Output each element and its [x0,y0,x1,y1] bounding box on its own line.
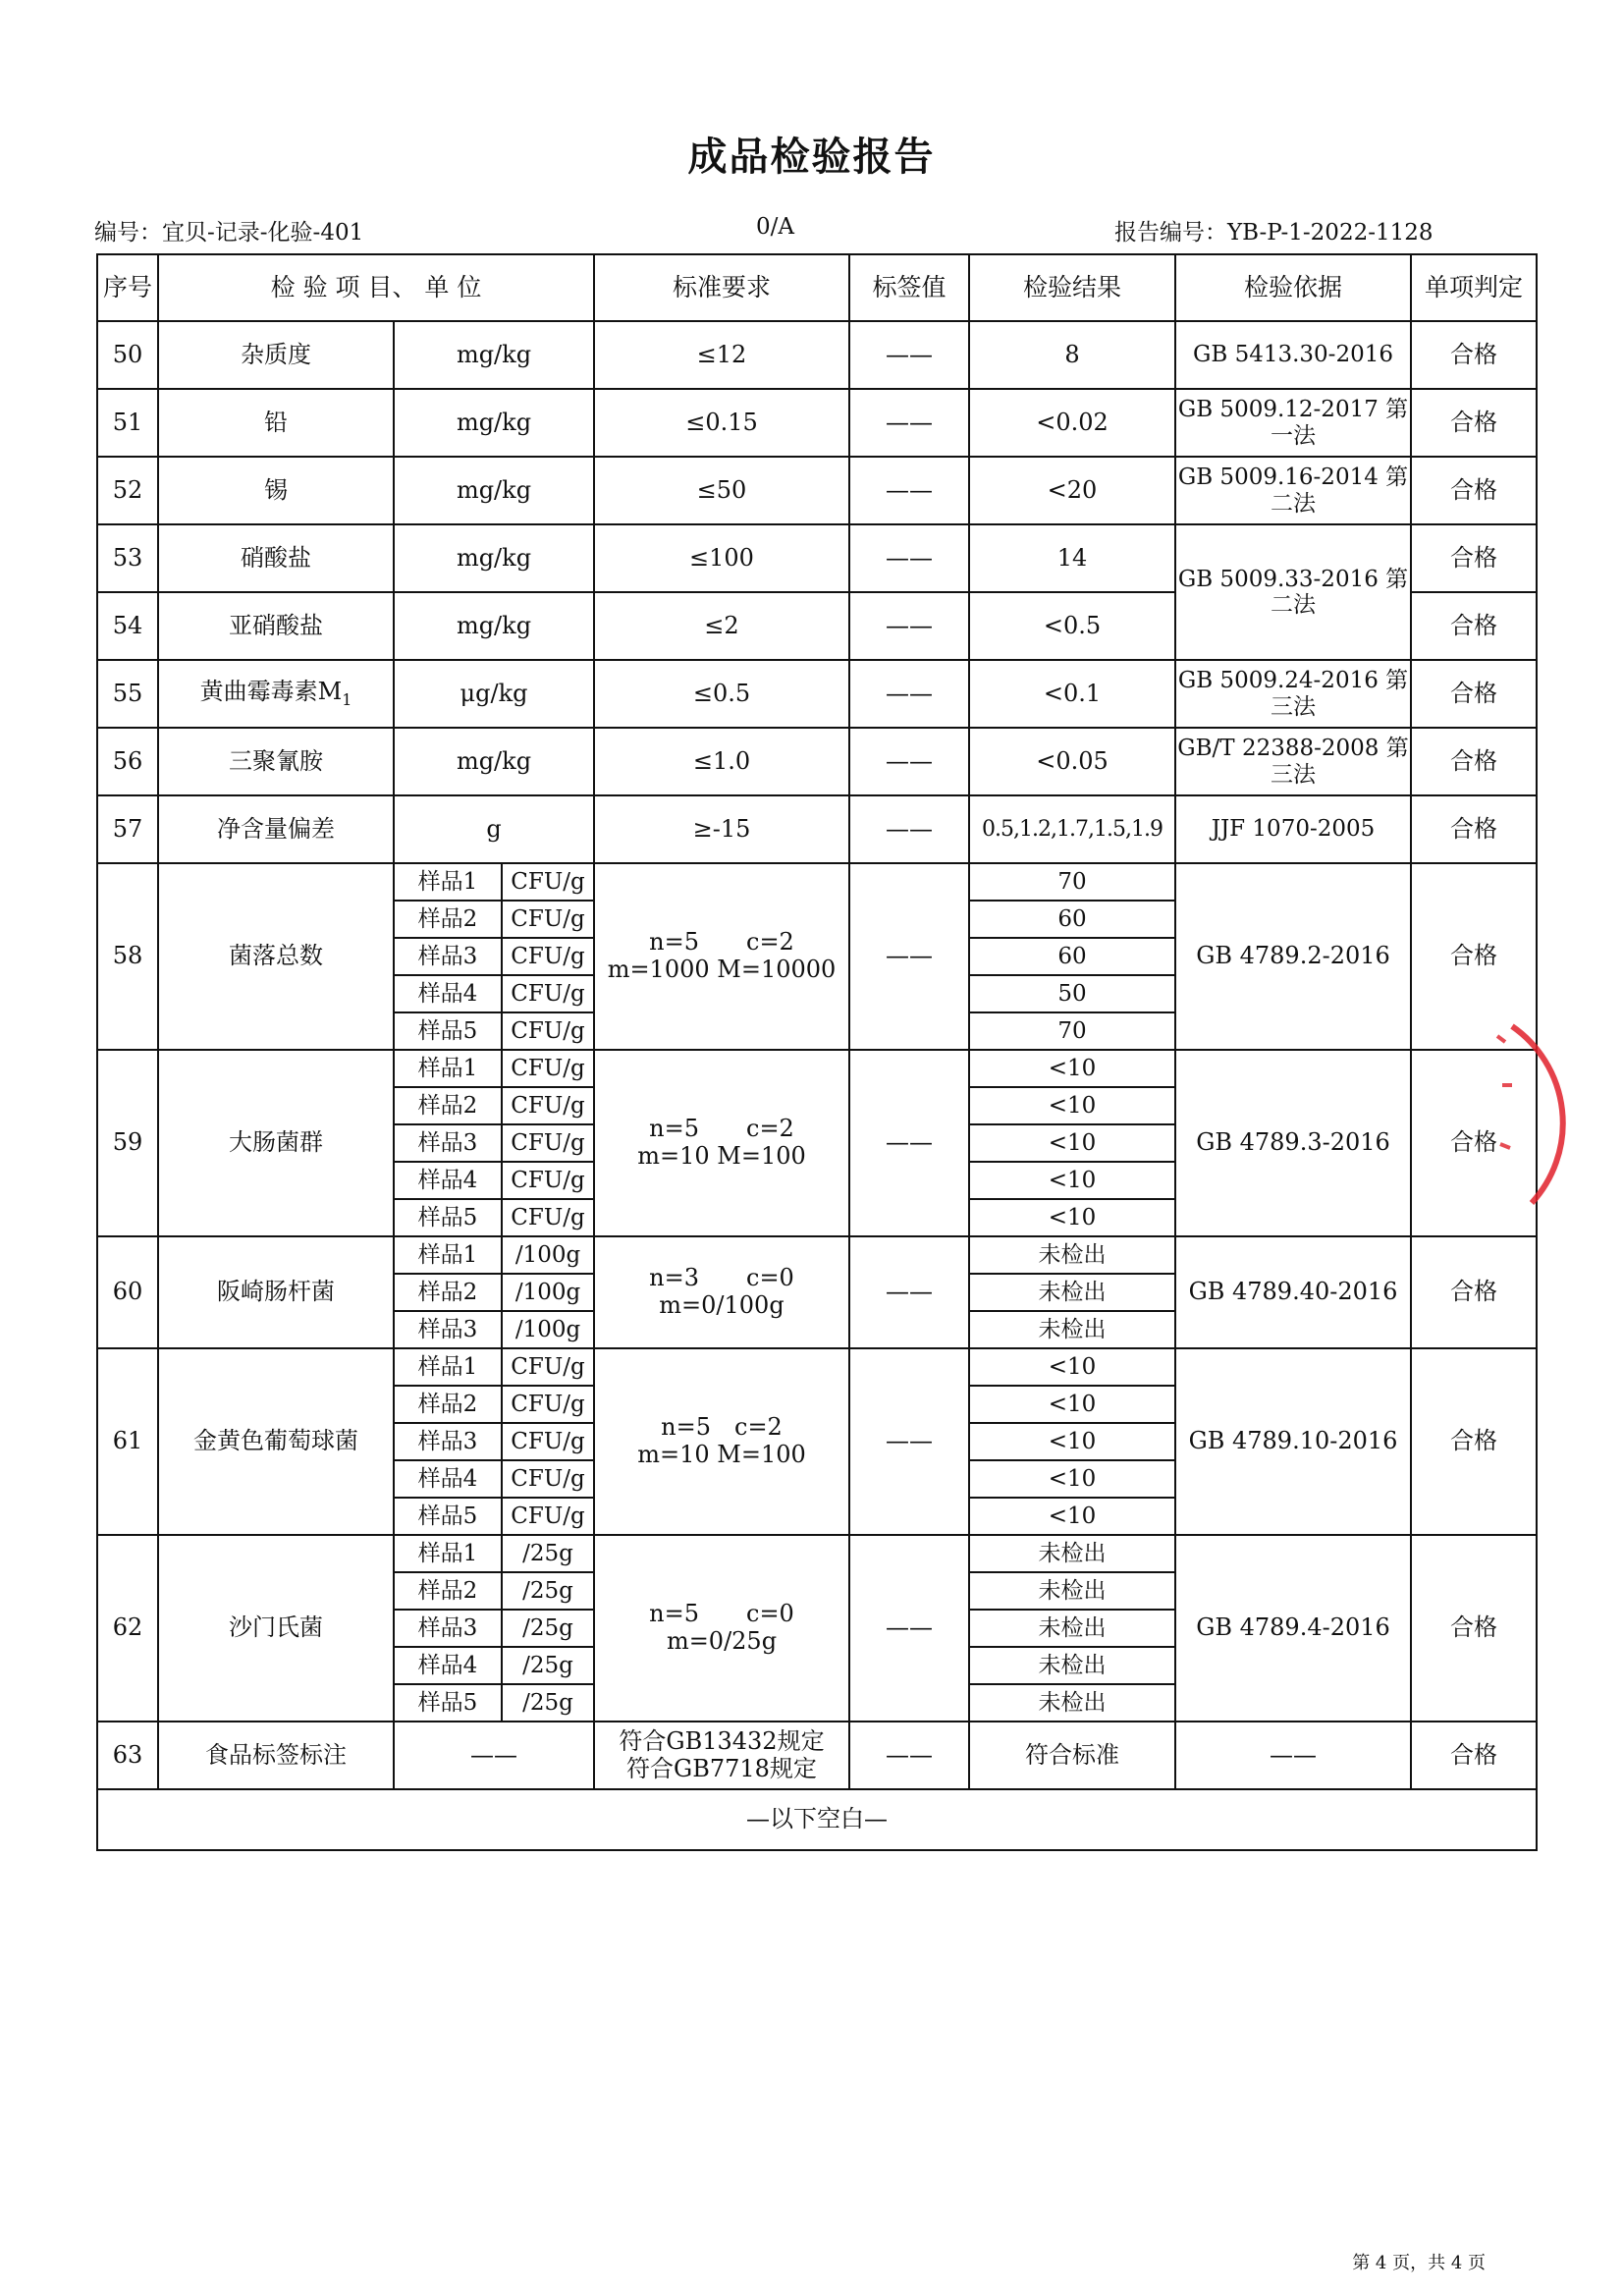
item-name-text: 铅 [264,408,288,436]
result-value: <10 [969,1460,1175,1498]
result-value: <0.05 [969,728,1175,795]
judgement: 合格 [1411,728,1537,795]
sample-name: 样品4 [394,1162,502,1199]
judgement: 合格 [1411,1535,1537,1722]
item-name: 食品标签标注 [158,1722,394,1789]
label-value: —— [849,389,969,457]
result-value: <10 [969,1087,1175,1124]
item-unit: mg/kg [394,592,594,660]
seq-number: 54 [97,592,158,660]
standard-value [594,1050,849,1236]
sample-unit: CFU/g [502,1498,594,1535]
item-name-text: 净含量偏差 [217,814,335,843]
result-value: 符合标准 [969,1722,1175,1789]
item-unit: g [394,795,594,863]
seq-number: 58 [97,863,158,1050]
item-unit: mg/kg [394,728,594,795]
sample-name: 样品2 [394,1087,502,1124]
item-name [158,457,394,524]
result-value: 未检出 [969,1610,1175,1647]
record-code: 编号：宜贝-记录-化验-401 [94,220,364,246]
item-name [158,321,394,389]
col-label-value: 标签值 [849,254,969,321]
standard-line-2: m=0/25g [666,1627,778,1655]
label-value: —— [849,1722,969,1789]
result-value: 未检出 [969,1236,1175,1274]
result-value: 未检出 [969,1684,1175,1722]
sample-unit: CFU/g [502,1460,594,1498]
standard-line-1: n=5 c=0 [649,1600,794,1628]
item-unit: mg/kg [394,389,594,457]
label-value: —— [849,795,969,863]
standard-line-1: n=5 c=2 [649,928,794,957]
result-value: <0.02 [969,389,1175,457]
standard-line-1: 符合GB13432规定 [619,1726,825,1755]
result-value: <10 [969,1050,1175,1087]
standard-line-2: 符合GB7718规定 [626,1754,817,1782]
item-name-text: 黄曲霉毒素M [199,677,343,705]
seq-number: 50 [97,321,158,389]
col-item: 检 验 项 目、 单 位 [158,254,594,321]
standard-line-1: n=5 c=2 [661,1413,783,1442]
table-row [97,795,1537,863]
sample-unit: CFU/g [502,1087,594,1124]
sample-name: 样品1 [394,1348,502,1386]
sample-unit: CFU/g [502,1050,594,1087]
sample-name: 样品5 [394,1498,502,1535]
result-value: 60 [969,901,1175,938]
judgement: 合格 [1411,795,1537,863]
sample-row [97,863,1537,901]
result-value: 50 [969,975,1175,1012]
end-note-row [97,1789,1537,1850]
item-name-text: 杂质度 [241,340,311,368]
test-basis: GB/T 22388-2008 第三法 [1175,728,1411,795]
result-value: 60 [969,938,1175,975]
item-name: 阪崎肠杆菌 [158,1236,394,1348]
sample-name: 样品1 [394,1535,502,1572]
col-standard: 标准要求 [594,254,849,321]
sample-unit: CFU/g [502,901,594,938]
item-name: 金黄色葡萄球菌 [158,1348,394,1535]
standard-value: ≤100 [594,524,849,592]
sample-unit: /100g [502,1274,594,1311]
sample-unit: /25g [502,1684,594,1722]
seq-number: 56 [97,728,158,795]
sample-row [97,1348,1537,1386]
test-basis: GB 5413.30-2016 [1175,321,1411,389]
result-value: <0.1 [969,660,1175,728]
sample-unit: CFU/g [502,1423,594,1460]
page-footer: 第 4 页，共 4 页 [1352,2253,1486,2273]
standard-value [594,863,849,1050]
result-value: <10 [969,1348,1175,1386]
sample-unit: /25g [502,1647,594,1684]
sample-row [97,1236,1537,1274]
label-value: —— [849,660,969,728]
end-note: —以下空白— [97,1789,1537,1850]
table-row [97,321,1537,389]
item-name [158,389,394,457]
sample-unit: CFU/g [502,1348,594,1386]
sample-name: 样品3 [394,1311,502,1348]
judgement: 合格 [1411,524,1537,592]
standard-line-1: n=3 c=0 [649,1264,794,1292]
sample-name: 样品2 [394,901,502,938]
item-name: 沙门氏菌 [158,1535,394,1722]
sample-name: 样品4 [394,1647,502,1684]
seq-number: 60 [97,1236,158,1348]
item-unit: μg/kg [394,660,594,728]
standard-line-2: m=1000 M=10000 [607,956,837,983]
label-value: —— [849,863,969,1050]
table-row [97,1722,1537,1789]
sample-unit: /25g [502,1535,594,1572]
sample-name: 样品4 [394,975,502,1012]
item-name [158,592,394,660]
standard-value [594,1236,849,1348]
seq-number: 63 [97,1722,158,1789]
sample-name: 样品1 [394,1236,502,1274]
standard-value [594,1722,849,1789]
sample-unit: CFU/g [502,1386,594,1423]
sample-row [97,1535,1537,1572]
sample-name: 样品3 [394,1124,502,1162]
sample-name: 样品1 [394,1050,502,1087]
result-value: 14 [969,524,1175,592]
standard-line-2: m=0/100g [659,1291,784,1319]
report-number: 报告编号：YB-P-1-2022-1128 [1114,220,1434,246]
seq-number: 59 [97,1050,158,1236]
result-value: 未检出 [969,1535,1175,1572]
sample-name: 样品3 [394,938,502,975]
label-value: —— [849,321,969,389]
item-name-text: 亚硝酸盐 [229,611,323,639]
result-value: <0.5 [969,592,1175,660]
test-basis: —— [1175,1722,1411,1789]
judgement: 合格 [1411,1050,1537,1236]
result-value: 8 [969,321,1175,389]
test-basis: GB 5009.33-2016 第二法 [1175,524,1411,660]
sample-unit: /25g [502,1610,594,1647]
label-value: —— [849,728,969,795]
sample-unit: /25g [502,1572,594,1610]
sample-name: 样品3 [394,1610,502,1647]
sample-name: 样品5 [394,1684,502,1722]
standard-value [594,1348,849,1535]
sample-unit: CFU/g [502,1162,594,1199]
version: 0/A [756,214,794,240]
label-value: —— [849,592,969,660]
item-name-text: 三聚氰胺 [229,746,323,775]
sample-name: 样品2 [394,1274,502,1311]
judgement: 合格 [1411,1236,1537,1348]
test-basis: GB 5009.16-2014 第二法 [1175,457,1411,524]
report-title: 成品检验报告 [687,135,936,180]
sample-unit: CFU/g [502,1199,594,1236]
judgement: 合格 [1411,457,1537,524]
label-value: —— [849,1050,969,1236]
seq-number: 61 [97,1348,158,1535]
result-value: 未检出 [969,1572,1175,1610]
col-result: 检验结果 [969,254,1175,321]
item-unit: —— [394,1722,594,1789]
table-row [97,389,1537,457]
standard-value: ≤0.5 [594,660,849,728]
item-unit: mg/kg [394,524,594,592]
col-seq: 序号 [97,254,158,321]
label-value: —— [849,1535,969,1722]
item-unit: mg/kg [394,321,594,389]
seq-number: 51 [97,389,158,457]
item-name [158,795,394,863]
table-row [97,660,1537,728]
sample-unit: CFU/g [502,975,594,1012]
sample-name: 样品2 [394,1572,502,1610]
sample-name: 样品4 [394,1460,502,1498]
judgement: 合格 [1411,660,1537,728]
sample-row [97,1050,1537,1087]
test-basis: JJF 1070-2005 [1175,795,1411,863]
sample-unit: CFU/g [502,938,594,975]
result-value: <10 [969,1386,1175,1423]
test-basis: GB 4789.2-2016 [1175,863,1411,1050]
table-row [97,457,1537,524]
sample-name: 样品2 [394,1386,502,1423]
result-value: 0.5,1.2,1.7,1.5,1.9 [969,795,1175,863]
col-basis: 检验依据 [1175,254,1411,321]
item-name-text: 锡 [264,475,288,504]
col-judgement: 单项判定 [1411,254,1537,321]
standard-value: ≤1.0 [594,728,849,795]
result-value: 未检出 [969,1311,1175,1348]
result-value: 未检出 [969,1647,1175,1684]
standard-value: ≥-15 [594,795,849,863]
judgement: 合格 [1411,389,1537,457]
sample-unit: /100g [502,1236,594,1274]
sample-name: 样品1 [394,863,502,901]
seq-number: 62 [97,1535,158,1722]
red-seal-stamp [1473,1016,1620,1213]
standard-value: ≤12 [594,321,849,389]
table-row [97,728,1537,795]
result-value: 未检出 [969,1274,1175,1311]
test-basis: GB 4789.4-2016 [1175,1535,1411,1722]
standard-value: ≤2 [594,592,849,660]
test-basis: GB 4789.40-2016 [1175,1236,1411,1348]
judgement: 合格 [1411,321,1537,389]
sample-name: 样品3 [394,1423,502,1460]
sample-unit: CFU/g [502,1124,594,1162]
sample-unit: /100g [502,1311,594,1348]
test-basis: GB 4789.10-2016 [1175,1348,1411,1535]
standard-line-1: n=5 c=2 [649,1115,794,1143]
result-value: 70 [969,1012,1175,1050]
item-name: 菌落总数 [158,863,394,1050]
seq-number: 57 [97,795,158,863]
sample-unit: CFU/g [502,1012,594,1050]
test-basis: GB 5009.12-2017 第一法 [1175,389,1411,457]
seq-number: 52 [97,457,158,524]
result-value: <10 [969,1498,1175,1535]
table-row [97,524,1537,592]
test-basis: GB 4789.3-2016 [1175,1050,1411,1236]
item-name [158,660,394,728]
item-name-subscript: 1 [342,689,352,709]
seq-number: 55 [97,660,158,728]
label-value: —— [849,524,969,592]
result-value: <10 [969,1199,1175,1236]
label-value: —— [849,1348,969,1535]
standard-value [594,1535,849,1722]
standard-line-2: m=10 M=100 [637,1142,806,1170]
label-value: —— [849,1236,969,1348]
label-value: —— [849,457,969,524]
header-row [97,254,1537,321]
standard-line-2: m=10 M=100 [637,1441,806,1468]
seq-number: 53 [97,524,158,592]
judgement: 合格 [1411,1722,1537,1789]
item-name [158,728,394,795]
sample-name: 样品5 [394,1012,502,1050]
item-name-text: 硝酸盐 [241,543,311,572]
result-value: <20 [969,457,1175,524]
result-value: <10 [969,1124,1175,1162]
standard-value: ≤0.15 [594,389,849,457]
inspection-table [96,253,1538,1851]
item-unit: mg/kg [394,457,594,524]
item-name [158,524,394,592]
judgement: 合格 [1411,592,1537,660]
result-value: <10 [969,1423,1175,1460]
standard-value: ≤50 [594,457,849,524]
sample-name: 样品5 [394,1199,502,1236]
item-name: 大肠菌群 [158,1050,394,1236]
result-value: <10 [969,1162,1175,1199]
sample-unit: CFU/g [502,863,594,901]
judgement: 合格 [1411,1348,1537,1535]
result-value: 70 [969,863,1175,901]
test-basis: GB 5009.24-2016 第三法 [1175,660,1411,728]
judgement: 合格 [1411,863,1537,1050]
